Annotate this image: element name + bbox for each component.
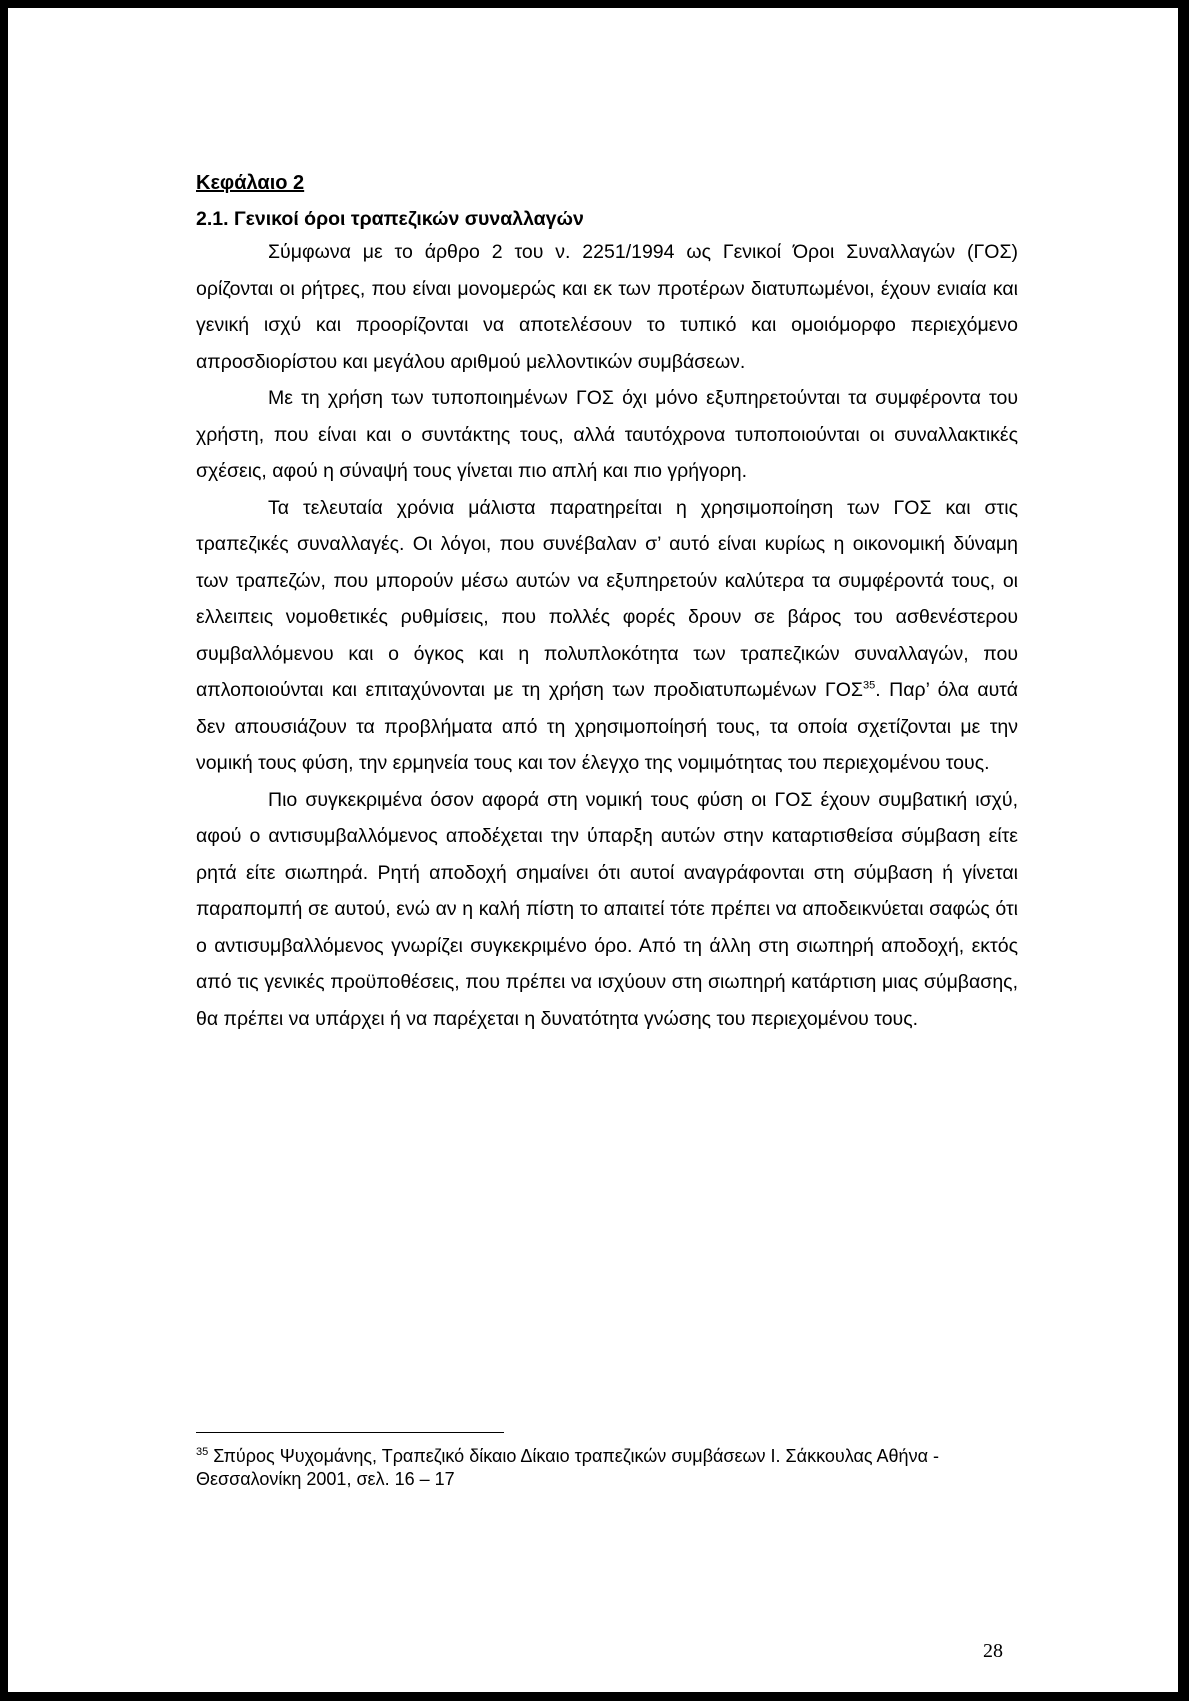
footnote xyxy=(196,1445,1018,1491)
footnote-reference: 35 xyxy=(862,679,876,692)
footnote-separator xyxy=(196,1432,504,1433)
paragraph-text: . Παρ’ όλα αυτά δεν απουσιάζουν τα προβλήματα από τη χρησιμοποίησή τους, τα οποία σχετίζονται με την νομική τους φύση, την ερμηνεία τους και τον έλεγχο της νομιμότητας του περιεχομένου τους. xyxy=(196,679,1018,774)
paragraph xyxy=(196,490,1018,782)
paragraph: Πιο συγκεκριμένα όσον αφορά στη νομική τους φύση οι ΓΟΣ έχουν συμβατική ισχύ, αφού ο αντισυμβαλλόμενος αποδέχεται την ύπαρξη αυτών στην καταρτισθείσα σύμβαση είτε ρητά είτε σιωπηρά. Ρητή αποδοχή σημαίνει ότι αυτοί αναγράφονται στη σύμβαση ή γίνεται παραπομπή σε αυτού, ενώ αν η καλή πίστη το απαιτεί τότε πρέπει να αποδεικνύεται σαφώς ότι ο αντισυμβαλλόμενος γνωρίζει συγκεκριμένο όρο. Από τη άλλη στη σιωπηρή αποδοχή, εκτός από τις γενικές προϋποθέσεις, που πρέπει να ισχύουν στη σιωπηρή κατάρτιση μιας σύμβασης, θα πρέπει να υπάρχει ή να παρέχεται η δυνατότητα γνώσης του περιεχομένου τους. xyxy=(196,788,1018,1030)
paragraph-text: Τα τελευταία χρόνια μάλιστα παρατηρείται η χρησιμοποίηση των ΓΟΣ και στις τραπεζικές συναλλαγές. Οι λόγοι, που συνέβαλαν σ’ αυτό είναι κυρίως η οικονομική δύναμη των τραπεζών, που μπορούν μέσω αυτών να εξυπηρετούν καλύτερα τα συμφέροντά τους, οι ελλειπεις νομοθετικές ρυθμίσεις, που πολλές φορές δρουν σε βάρος του ασθενέστερου συμβαλλόμενου και ο όγκος και η πολυπλοκότητα των τραπεζικών συναλλαγών, που απλοποιούνται και επιταχύνονται με τη χρήση των προδιατυπωμένων ΓΟΣ xyxy=(196,496,1018,701)
footnote-number: 35 xyxy=(196,1446,209,1458)
footnote-text: Σπύρος Ψυχομάνης, Τραπεζικό δίκαιο Δίκαιο τραπεζικών συμβάσεων Ι. Σάκκουλας Αθήνα - Θεσσαλονίκη 2001, σελ. 16 – 17 xyxy=(196,1446,939,1489)
document-page xyxy=(8,8,1178,1692)
page-body xyxy=(196,158,1018,1037)
paragraph: Σύμφωνα με το άρθρο 2 του ν. 2251/1994 ως Γενικοί Όροι Συναλλαγών (ΓΟΣ) ορίζονται οι ρήτρες, που είναι μονομερώς και εκ των προτέρων διατυπωμένοι, έχουν ενιαία και γενική ισχύ και προορίζονται να αποτελέσουν το τυπικό και ομοιόμορφο περιεχόμενο απροσδιορίστου και μεγάλου αριθμού μελλοντικών συμβάσεων. xyxy=(196,241,1018,373)
page-number: 28 xyxy=(983,1640,1003,1662)
paragraph: Με τη χρήση των τυποποιημένων ΓΟΣ όχι μόνο εξυπηρετούνται τα συμφέροντα του χρήστη, που είναι και ο συντάκτης τους, αλλά ταυτόχρονα τυποποιούνται οι συναλλακτικές σχέσεις, αφού η σύναψή τους γίνεται πιο απλή και πιο γρήγορη. xyxy=(196,387,1018,482)
section-heading: 2.1. Γενικοί όροι τραπεζικών συναλλαγών xyxy=(196,208,584,230)
chapter-heading: Κεφάλαιο 2 xyxy=(196,172,305,194)
